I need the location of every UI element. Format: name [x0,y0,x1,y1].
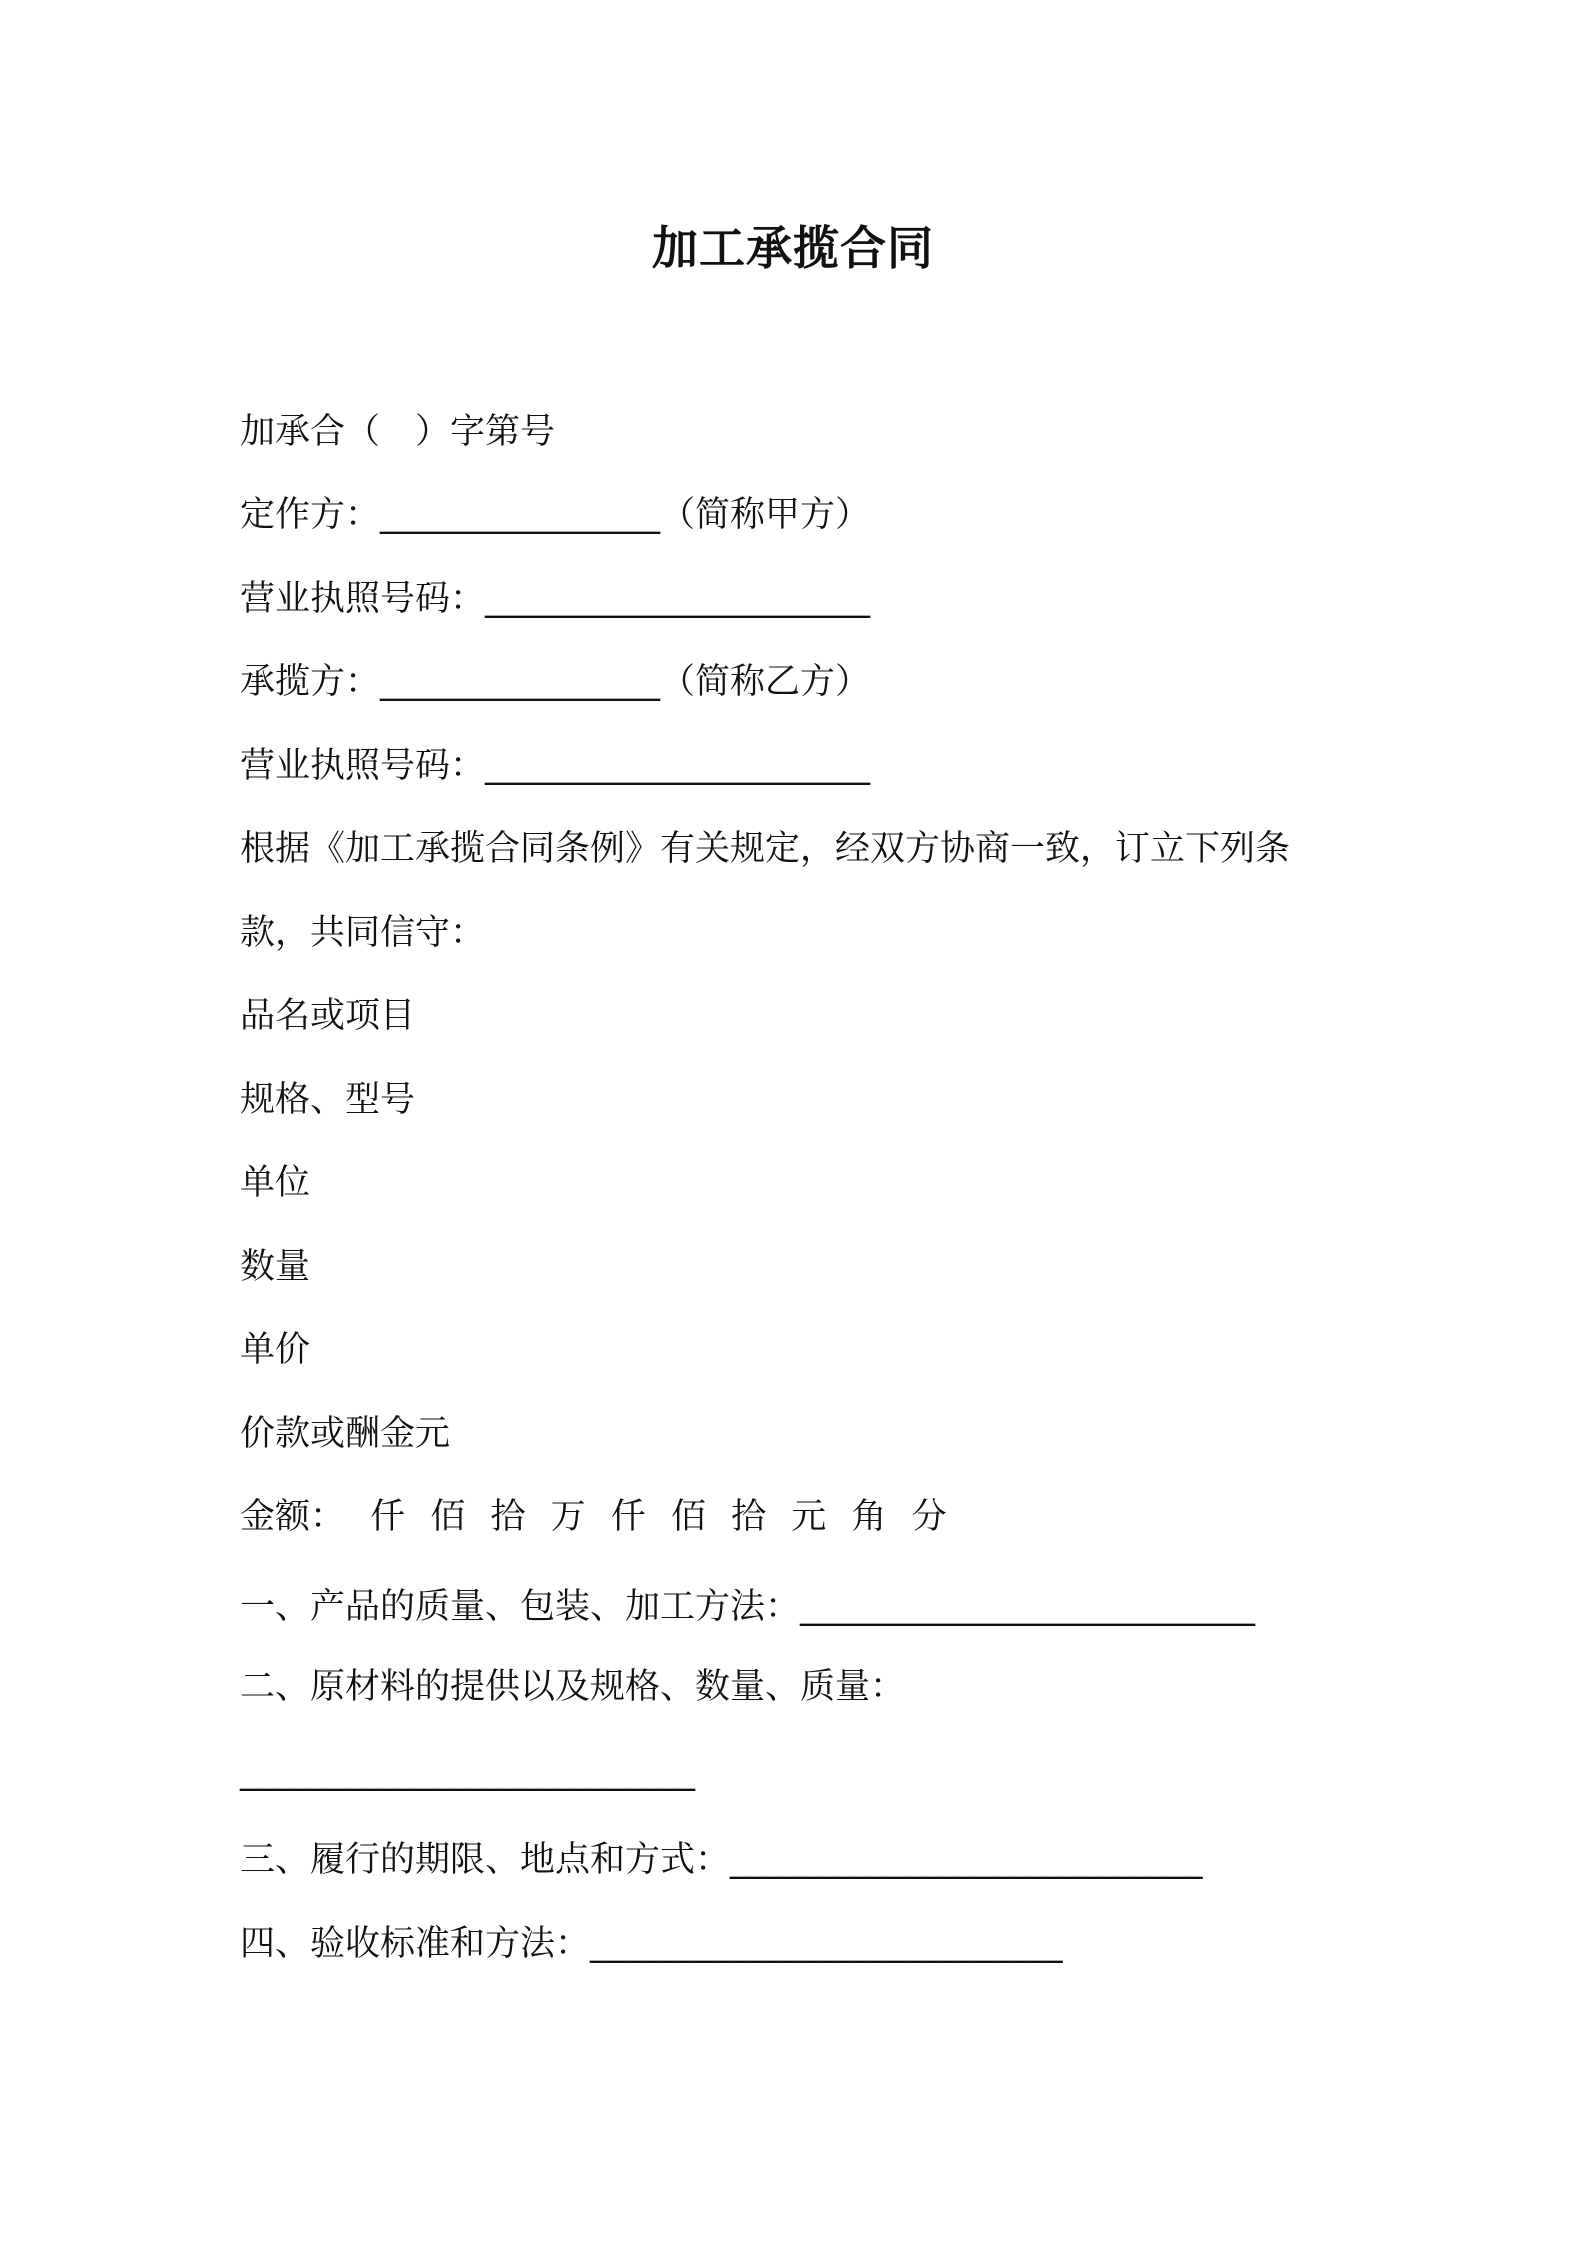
amount-unit: 万 [550,1497,586,1537]
amount-unit: 分 [911,1497,947,1537]
amount-row [240,1495,961,1539]
quantity-field: 数量 [240,1247,311,1287]
unit-price-field: 单价 [240,1330,311,1370]
clause-2-blank: __________________________ [240,1752,695,1792]
unit-field: 单位 [240,1163,311,1203]
price-or-fee-field: 价款或酬金元 [240,1414,451,1454]
amount-unit: 元 [791,1497,827,1537]
amount-unit: 仟 [370,1497,406,1537]
spec-model-field: 规格、型号 [240,1080,416,1120]
amount-unit: 佰 [670,1497,706,1537]
contractor-party-field: 承揽方：________________（简称乙方） [240,662,871,702]
contract-number: 加承合（ ）字第号 [240,412,556,452]
clause-3: 三、履行的期限、地点和方式：___________________________ [240,1840,1203,1880]
ordering-party-field: 定作方：________________（简称甲方） [240,495,871,535]
clause-4: 四、验收标准和方法：___________________________ [240,1924,1063,1964]
amount-unit: 仟 [610,1497,646,1537]
preamble-line-2: 款，共同信守： [240,913,486,953]
amount-unit: 拾 [731,1497,767,1537]
amount-unit: 佰 [430,1497,466,1537]
item-name-field: 品名或项目 [240,996,416,1036]
document-title: 加工承揽合同 [652,221,934,275]
amount-unit: 拾 [490,1497,526,1537]
license-number-party-a: 营业执照号码：______________________ [240,579,871,619]
clause-2: 二、原材料的提供以及规格、数量、质量： [240,1667,906,1707]
clause-1: 一、产品的质量、包装、加工方法：__________________________ [240,1587,1256,1627]
amount-unit: 角 [851,1497,887,1537]
license-number-party-b: 营业执照号码：______________________ [240,746,871,786]
preamble-line-1: 根据《加工承揽合同条例》有关规定，经双方协商一致，订立下列条 [240,829,1291,869]
amount-label: 金额： [240,1497,346,1537]
